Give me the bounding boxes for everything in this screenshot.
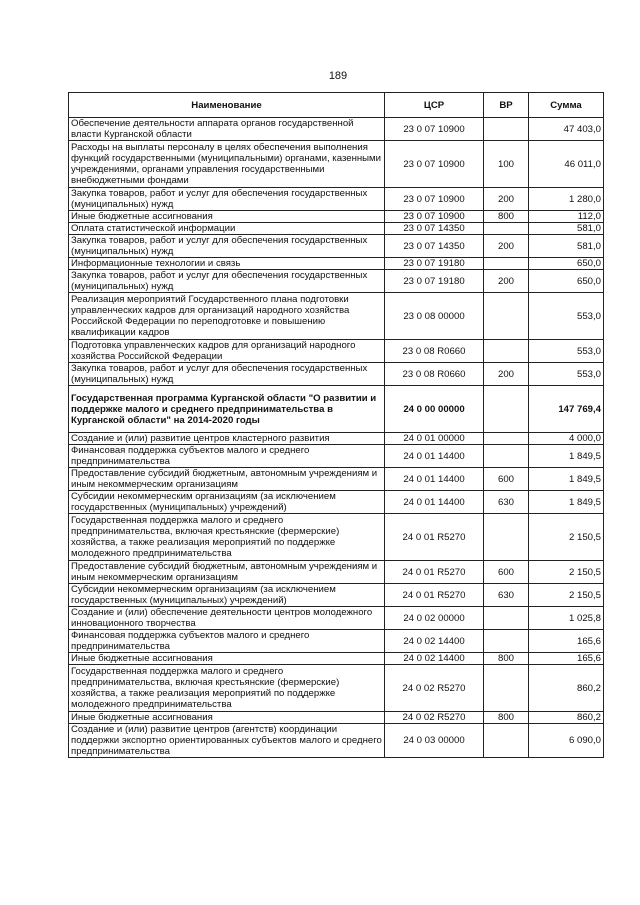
table-row: [69, 665, 604, 712]
cell-sum: 1 025,8: [529, 607, 604, 630]
table-row: [69, 724, 604, 758]
header-name: Наименование: [69, 93, 385, 118]
cell-sum: 2 150,5: [529, 561, 604, 584]
cell-csr: 24 0 02 14400: [385, 630, 484, 653]
cell-sum: 581,0: [529, 223, 604, 235]
cell-sum: 165,6: [529, 653, 604, 665]
cell-sum: 165,6: [529, 630, 604, 653]
cell-vr: [484, 665, 529, 712]
cell-sum: 1 849,5: [529, 468, 604, 491]
cell-name: Реализация мероприятий Государственного плана подготовки управленческих кадров для организаций народного хозяйства Российской Федерации по переподготовке и повышению квалификации кадров: [69, 293, 385, 340]
cell-name: Закупка товаров, работ и услуг для обеспечения государственных (муниципальных) нужд: [69, 188, 385, 211]
cell-vr: [484, 607, 529, 630]
cell-vr: 600: [484, 468, 529, 491]
cell-csr: 24 0 01 R5270: [385, 514, 484, 561]
cell-sum: 46 011,0: [529, 141, 604, 188]
cell-vr: [484, 433, 529, 445]
table-row: [69, 293, 604, 340]
cell-sum: 650,0: [529, 270, 604, 293]
cell-name: Иные бюджетные ассигнования: [69, 712, 385, 724]
cell-sum: 6 090,0: [529, 724, 604, 758]
cell-csr: 24 0 01 00000: [385, 433, 484, 445]
cell-vr: [484, 724, 529, 758]
cell-vr: 200: [484, 188, 529, 211]
table-row: [69, 223, 604, 235]
cell-name: Иные бюджетные ассигнования: [69, 653, 385, 665]
cell-csr: 23 0 07 10900: [385, 141, 484, 188]
cell-csr: 23 0 08 00000: [385, 293, 484, 340]
cell-vr: [484, 340, 529, 363]
cell-name: Субсидии некоммерческим организациям (за исключением государственных (муниципальных) учреждений): [69, 584, 385, 607]
cell-name: Иные бюджетные ассигнования: [69, 211, 385, 223]
cell-vr: 200: [484, 363, 529, 386]
table-row: [69, 584, 604, 607]
cell-name: Государственная программа Курганской области "О развитии и поддержке малого и среднего предпринимательства в Курганской области" на 2014-2020 годы: [69, 386, 385, 433]
cell-name: Создание и (или) развитие центров кластерного развития: [69, 433, 385, 445]
cell-vr: 100: [484, 141, 529, 188]
cell-csr: 23 0 07 14350: [385, 235, 484, 258]
cell-csr: 24 0 01 14400: [385, 445, 484, 468]
cell-name: Государственная поддержка малого и среднего предпринимательства, включая крестьянские (фермерские) хозяйства, а также реализация мероприятий по поддержке молодежного предпринимательства: [69, 665, 385, 712]
cell-name: Финансовая поддержка субъектов малого и среднего предпринимательства: [69, 445, 385, 468]
table-row: [69, 491, 604, 514]
table-row: [69, 340, 604, 363]
cell-csr: 23 0 07 19180: [385, 258, 484, 270]
header-csr: ЦСР: [385, 93, 484, 118]
budget-table: [68, 92, 604, 758]
cell-csr: 24 0 02 R5270: [385, 712, 484, 724]
cell-sum: 2 150,5: [529, 584, 604, 607]
table-row: [69, 445, 604, 468]
cell-csr: 23 0 07 19180: [385, 270, 484, 293]
cell-csr: 24 0 01 14400: [385, 468, 484, 491]
table-row: [69, 211, 604, 223]
cell-name: Предоставление субсидий бюджетным, автономным учреждениям и иным некоммерческим организациям: [69, 561, 385, 584]
cell-csr: 24 0 02 R5270: [385, 665, 484, 712]
cell-sum: 4 000,0: [529, 433, 604, 445]
cell-name: Создание и (или) обеспечение деятельности центров молодежного инновационного творчества: [69, 607, 385, 630]
cell-csr: 23 0 07 14350: [385, 223, 484, 235]
cell-sum: 650,0: [529, 258, 604, 270]
table-row: [69, 270, 604, 293]
table-row: [69, 561, 604, 584]
cell-sum: 2 150,5: [529, 514, 604, 561]
cell-name: Финансовая поддержка субъектов малого и среднего предпринимательства: [69, 630, 385, 653]
cell-csr: 24 0 00 00000: [385, 386, 484, 433]
table-row: [69, 653, 604, 665]
cell-sum: 553,0: [529, 340, 604, 363]
cell-sum: 581,0: [529, 235, 604, 258]
cell-name: Закупка товаров, работ и услуг для обеспечения государственных (муниципальных) нужд: [69, 270, 385, 293]
page-number: 189: [328, 70, 348, 82]
cell-name: Расходы на выплаты персоналу в целях обеспечения выполнения функций государственными (муниципальными) органами, казенными учреждениями, органами управления государственными внебюджетными фондами: [69, 141, 385, 188]
cell-vr: [484, 223, 529, 235]
table-row: [69, 386, 604, 433]
cell-name: Обеспечение деятельности аппарата органов государственной власти Курганской области: [69, 118, 385, 141]
cell-vr: 800: [484, 712, 529, 724]
cell-vr: [484, 258, 529, 270]
table-row: [69, 514, 604, 561]
cell-csr: 23 0 07 10900: [385, 188, 484, 211]
cell-vr: 630: [484, 584, 529, 607]
table-row: [69, 141, 604, 188]
cell-vr: 200: [484, 235, 529, 258]
cell-sum: 112,0: [529, 211, 604, 223]
cell-sum: 1 849,5: [529, 491, 604, 514]
table-body: [69, 118, 604, 758]
cell-name: Оплата статистической информации: [69, 223, 385, 235]
cell-vr: [484, 445, 529, 468]
header-sum: Сумма: [529, 93, 604, 118]
table-row: [69, 363, 604, 386]
table-row: [69, 607, 604, 630]
cell-name: Закупка товаров, работ и услуг для обеспечения государственных (муниципальных) нужд: [69, 363, 385, 386]
table-row: [69, 630, 604, 653]
cell-vr: 200: [484, 270, 529, 293]
cell-csr: 24 0 01 R5270: [385, 561, 484, 584]
cell-vr: 800: [484, 211, 529, 223]
table-header: [69, 93, 604, 118]
cell-csr: 24 0 02 00000: [385, 607, 484, 630]
table-row: [69, 433, 604, 445]
cell-vr: [484, 514, 529, 561]
cell-name: Информационные технологии и связь: [69, 258, 385, 270]
table-row: [69, 118, 604, 141]
cell-csr: 24 0 03 00000: [385, 724, 484, 758]
cell-name: Предоставление субсидий бюджетным, автономным учреждениям и иным некоммерческим организациям: [69, 468, 385, 491]
cell-vr: 800: [484, 653, 529, 665]
cell-sum: 553,0: [529, 363, 604, 386]
cell-csr: 24 0 01 R5270: [385, 584, 484, 607]
cell-name: Создание и (или) развитие центров (агентств) координации поддержки экспортно ориентированных субъектов малого и среднего предпринимательства: [69, 724, 385, 758]
cell-csr: 23 0 08 R0660: [385, 363, 484, 386]
cell-csr: 24 0 01 14400: [385, 491, 484, 514]
cell-vr: [484, 293, 529, 340]
cell-vr: 600: [484, 561, 529, 584]
table-row: [69, 235, 604, 258]
table-row: [69, 712, 604, 724]
cell-sum: 860,2: [529, 712, 604, 724]
cell-name: Подготовка управленческих кадров для организаций народного хозяйства Российской Федерации: [69, 340, 385, 363]
cell-sum: 147 769,4: [529, 386, 604, 433]
cell-sum: 1 849,5: [529, 445, 604, 468]
table-row: [69, 468, 604, 491]
cell-sum: 553,0: [529, 293, 604, 340]
cell-sum: 860,2: [529, 665, 604, 712]
cell-vr: [484, 386, 529, 433]
cell-csr: 23 0 07 10900: [385, 118, 484, 141]
header-vr: ВР: [484, 93, 529, 118]
cell-sum: 1 280,0: [529, 188, 604, 211]
cell-name: Государственная поддержка малого и среднего предпринимательства, включая крестьянские (фермерские) хозяйства, а также реализация мероприятий по поддержке молодежного предпринимательства: [69, 514, 385, 561]
table-row: [69, 258, 604, 270]
table-row: [69, 188, 604, 211]
cell-name: Закупка товаров, работ и услуг для обеспечения государственных (муниципальных) нужд: [69, 235, 385, 258]
cell-vr: [484, 118, 529, 141]
cell-csr: 23 0 08 R0660: [385, 340, 484, 363]
cell-csr: 24 0 02 14400: [385, 653, 484, 665]
cell-vr: [484, 630, 529, 653]
cell-vr: 630: [484, 491, 529, 514]
cell-csr: 23 0 07 10900: [385, 211, 484, 223]
cell-name: Субсидии некоммерческим организациям (за исключением государственных (муниципальных) учреждений): [69, 491, 385, 514]
cell-sum: 47 403,0: [529, 118, 604, 141]
